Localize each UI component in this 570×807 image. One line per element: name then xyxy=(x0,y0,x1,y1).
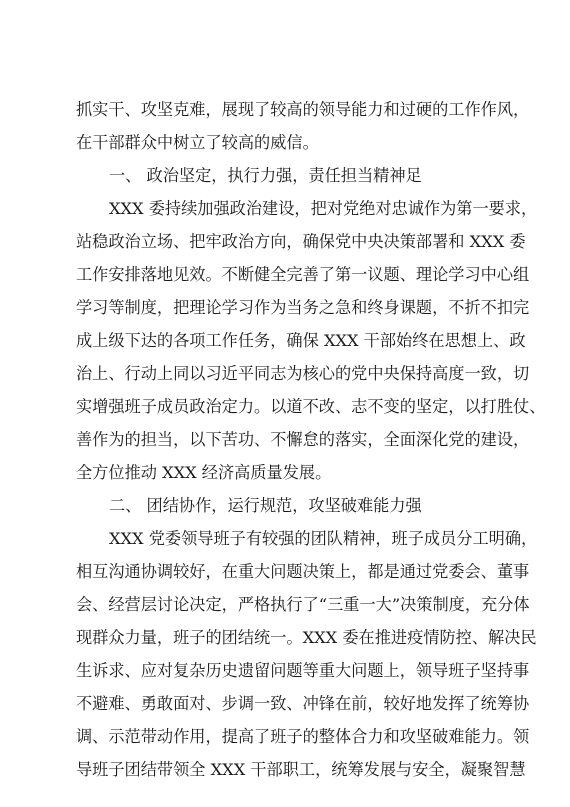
text-line: 会、经营层讨论决定，严格执行了“三重一大”决策制度，充分体 xyxy=(76,595,530,614)
section-heading: 二、 团结协作，运行规范，攻坚破难能力强 xyxy=(109,496,422,515)
text-line: 善作为的担当，以下苦功、不懈怠的落实，全面深化党的建设， xyxy=(76,430,530,449)
text-line: 在干部群众中树立了较高的威信。 xyxy=(76,133,319,152)
text-line: 不避难、勇敢面对、步调一致、冲锋在前，较好地发挥了统筹协 xyxy=(76,694,530,713)
text-line: 成上级下达的各项工作任务，确保 XXX 干部始终在思想上、政 xyxy=(76,331,526,350)
text-line: 全方位推动 XXX 经济高质量发展。 xyxy=(76,463,332,482)
text-line: 学习等制度，把理论学习作为当务之急和终身课题，不折不扣完 xyxy=(76,298,530,317)
text-line: 导班子团结带领全 XXX 干部职工，统筹发展与安全，凝聚智慧 xyxy=(76,760,526,779)
text-line: 生诉求、应对复杂历史遗留问题等重大问题上，领导班子坚持事 xyxy=(76,661,530,680)
text-line: XXX 党委领导班子有较强的团队精神，班子成员分工明确， xyxy=(109,529,538,548)
section-heading: 一、 政治坚定，执行力强，责任担当精神足 xyxy=(109,166,422,185)
text-line: 相互沟通协调较好，在重大问题决策上，都是通过党委会、董事 xyxy=(76,562,530,581)
text-line: 现群众力量，班子的团结统一。XXX 委在推进疫情防控、解决民 xyxy=(76,628,537,647)
text-line: 调、示范带动作用，提高了班子的整体合力和攻坚破难能力。领 xyxy=(76,727,530,746)
text-line: 工作安排落地见效。不断健全完善了第一议题、理论学习中心组 xyxy=(76,265,530,284)
text-line: 抓实干、攻坚克难，展现了较高的领导能力和过硬的工作作风， xyxy=(76,100,530,119)
text-line: 站稳政治立场、把牢政治方向，确保党中央决策部署和 XXX 委 xyxy=(76,232,526,251)
text-line: 治上、行动上同以习近平同志为核心的党中央保持高度一致，切 xyxy=(76,364,530,383)
text-line: 实增强班子成员政治定力。以道不改、志不变的坚定，以打胜仗、 xyxy=(76,397,546,416)
text-line: XXX 委持续加强政治建设，把对党绝对忠诚作为第一要求， xyxy=(109,199,538,218)
